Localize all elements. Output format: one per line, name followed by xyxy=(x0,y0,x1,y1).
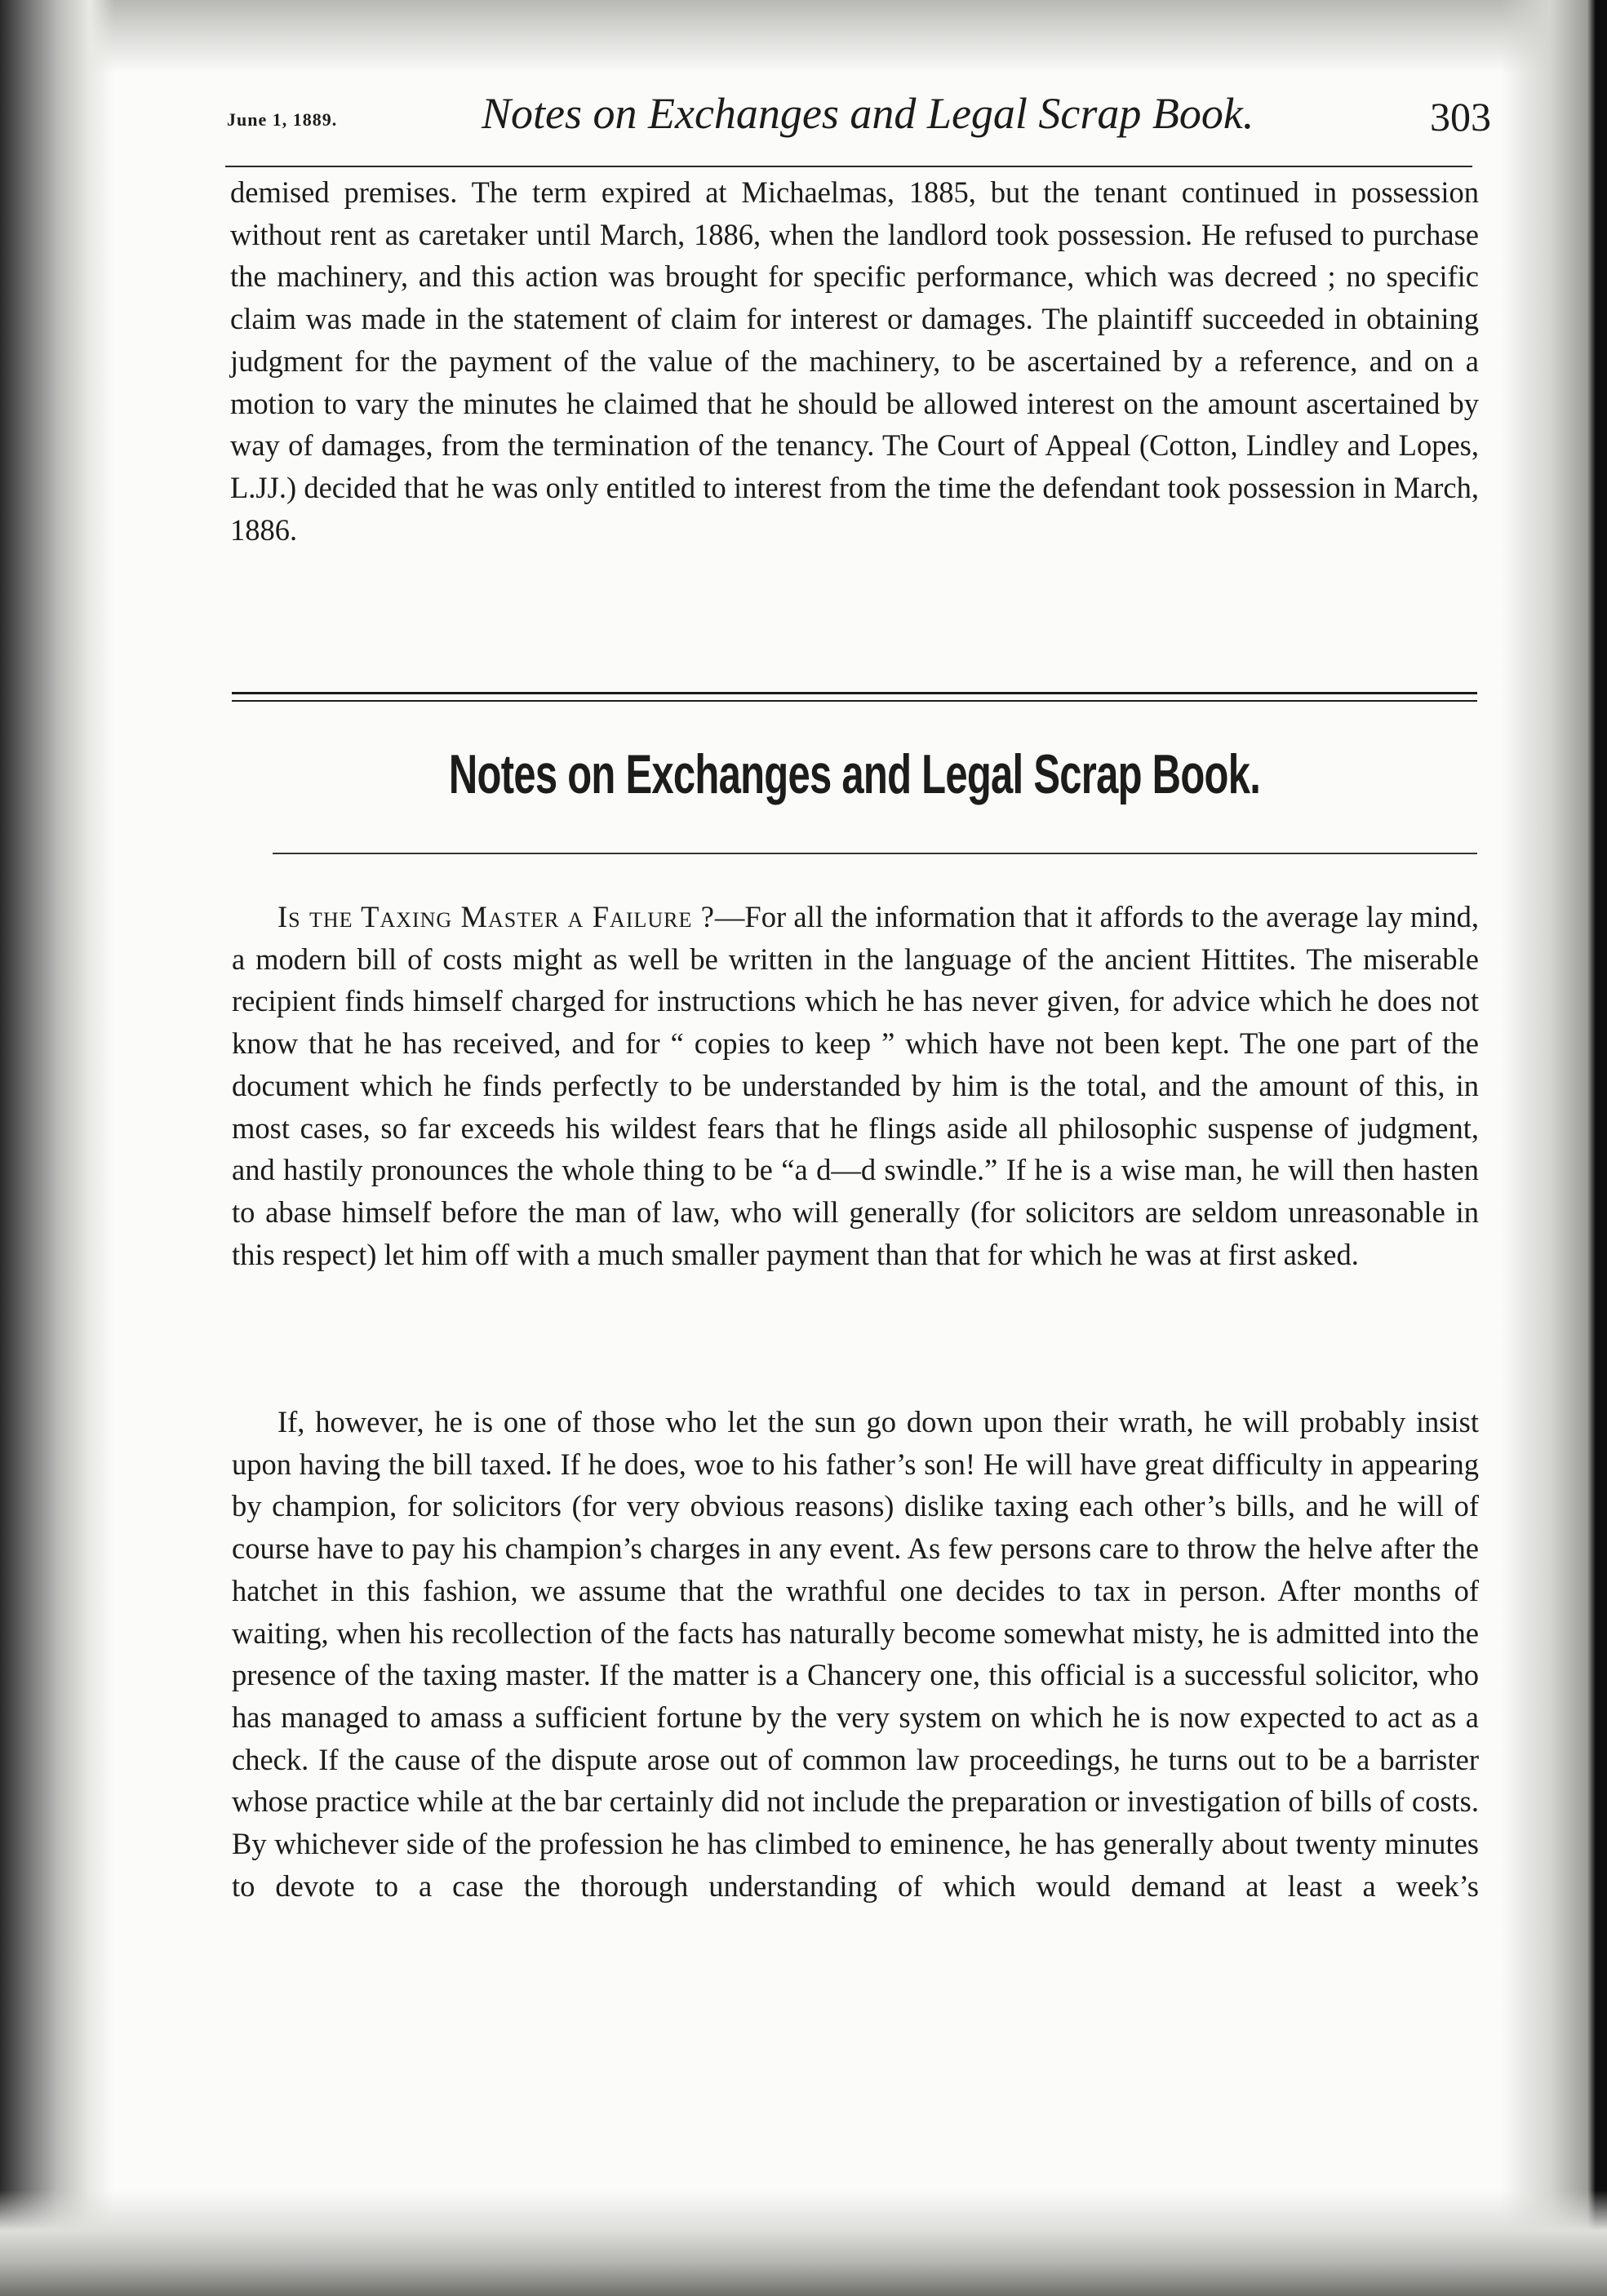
scan-edge-right xyxy=(1501,0,1607,2296)
article-paragraph-2: If, however, he is one of those who let the sun go down upon their wrath, he will probably insist upon having the bill taxed. If he does, woe to his father’s son! He will have great difficulty in appearing by champion, for solicitors (for very obvious reasons) dislike taxing each other’s bills, and he will of course have to pay his champion’s charges in any event. As few persons care to throw the helve after the hatchet in this fashion, we assume that the wrathful one decides to tax in person. After months of waiting, when his recollection of the facts has naturally become somewhat misty, he is admitted into the presence of the taxing master. If the matter is a Chancery one, this official is a successful solicitor, who has managed to amass a sufficient fortune by the very system on which he is now expected to act as a check. If the cause of the dispute arose out of common law proceedings, he turns out to be a barrister whose practice while at the bar certainly did not include the preparation or investigation of bills of costs. By whichever side of the profession he has climbed to eminence, he has generally about twenty minutes to devote to a case the thorough understanding of which would demand at least a week’s xyxy=(232,1405,1479,1903)
header-page-number: 303 xyxy=(1430,94,1491,140)
article-lead-heading: Is the Taxing Master a Failure ? xyxy=(277,900,715,933)
section-title-rule xyxy=(273,853,1477,854)
header-rule xyxy=(225,166,1472,167)
continued-paragraph: demised premises. The term expired at Michaelmas, 1885, but the tenant continued in possession without rent as caretaker until March, 1886, when the landlord took possession. He refused to purchase the machinery, and this action was brought for specific performance, which was decreed ; no specific claim was made in the statement of claim for interest or damages. The plaintiff succeeded in obtaining judgment for the payment of the value of the machinery, to be ascertained by a reference, and on a motion to vary the minutes he claimed that he should be allowed interest on the amount ascertained by way of damages, from the termination of the tenancy. The Court of Appeal (Cotton, Lindley and Lopes, L.JJ.) decided that he was only entitled to interest from the time the defendant took possession in March, 1886. xyxy=(230,175,1479,547)
article-paragraph-1-text: —For all the information that it affords to the average lay mind, a modern bill of costs might as well be written in the language of the ancient Hittites. The miserable recipient finds himself charged for instructions which he has never given, for advice which he does not know that he has received, and for “ copies to keep ” which have not been kept. The one part of the document which he finds perfectly to be understanded by him is the total, and the amount of this, in most cases, so far exceeds his wildest fears that he flings aside all philosophic suspense of judgment, and hastily pronounces the whole thing to be “a d—d swindle.” If he is a wise man, he will then hasten to abase himself before the man of law, who will generally (for solicitors are seldom unreasonable in this respect) let him off with a much smaller payment than that for which he was at first asked. xyxy=(232,900,1479,1271)
scan-edge-bottom xyxy=(0,2190,1607,2296)
section-divider-thin xyxy=(232,700,1477,702)
header-running-title: Notes on Exchanges and Legal Scrap Book. xyxy=(482,89,1254,138)
article-paragraph-1 xyxy=(232,896,1479,1275)
section-title: Notes on Exchanges and Legal Scrap Book. xyxy=(448,743,1261,805)
scan-edge-left xyxy=(0,0,114,2296)
header-date: June 1, 1889. xyxy=(227,109,338,130)
section-divider-thick xyxy=(232,692,1477,694)
scan-edge-top xyxy=(0,0,1607,73)
